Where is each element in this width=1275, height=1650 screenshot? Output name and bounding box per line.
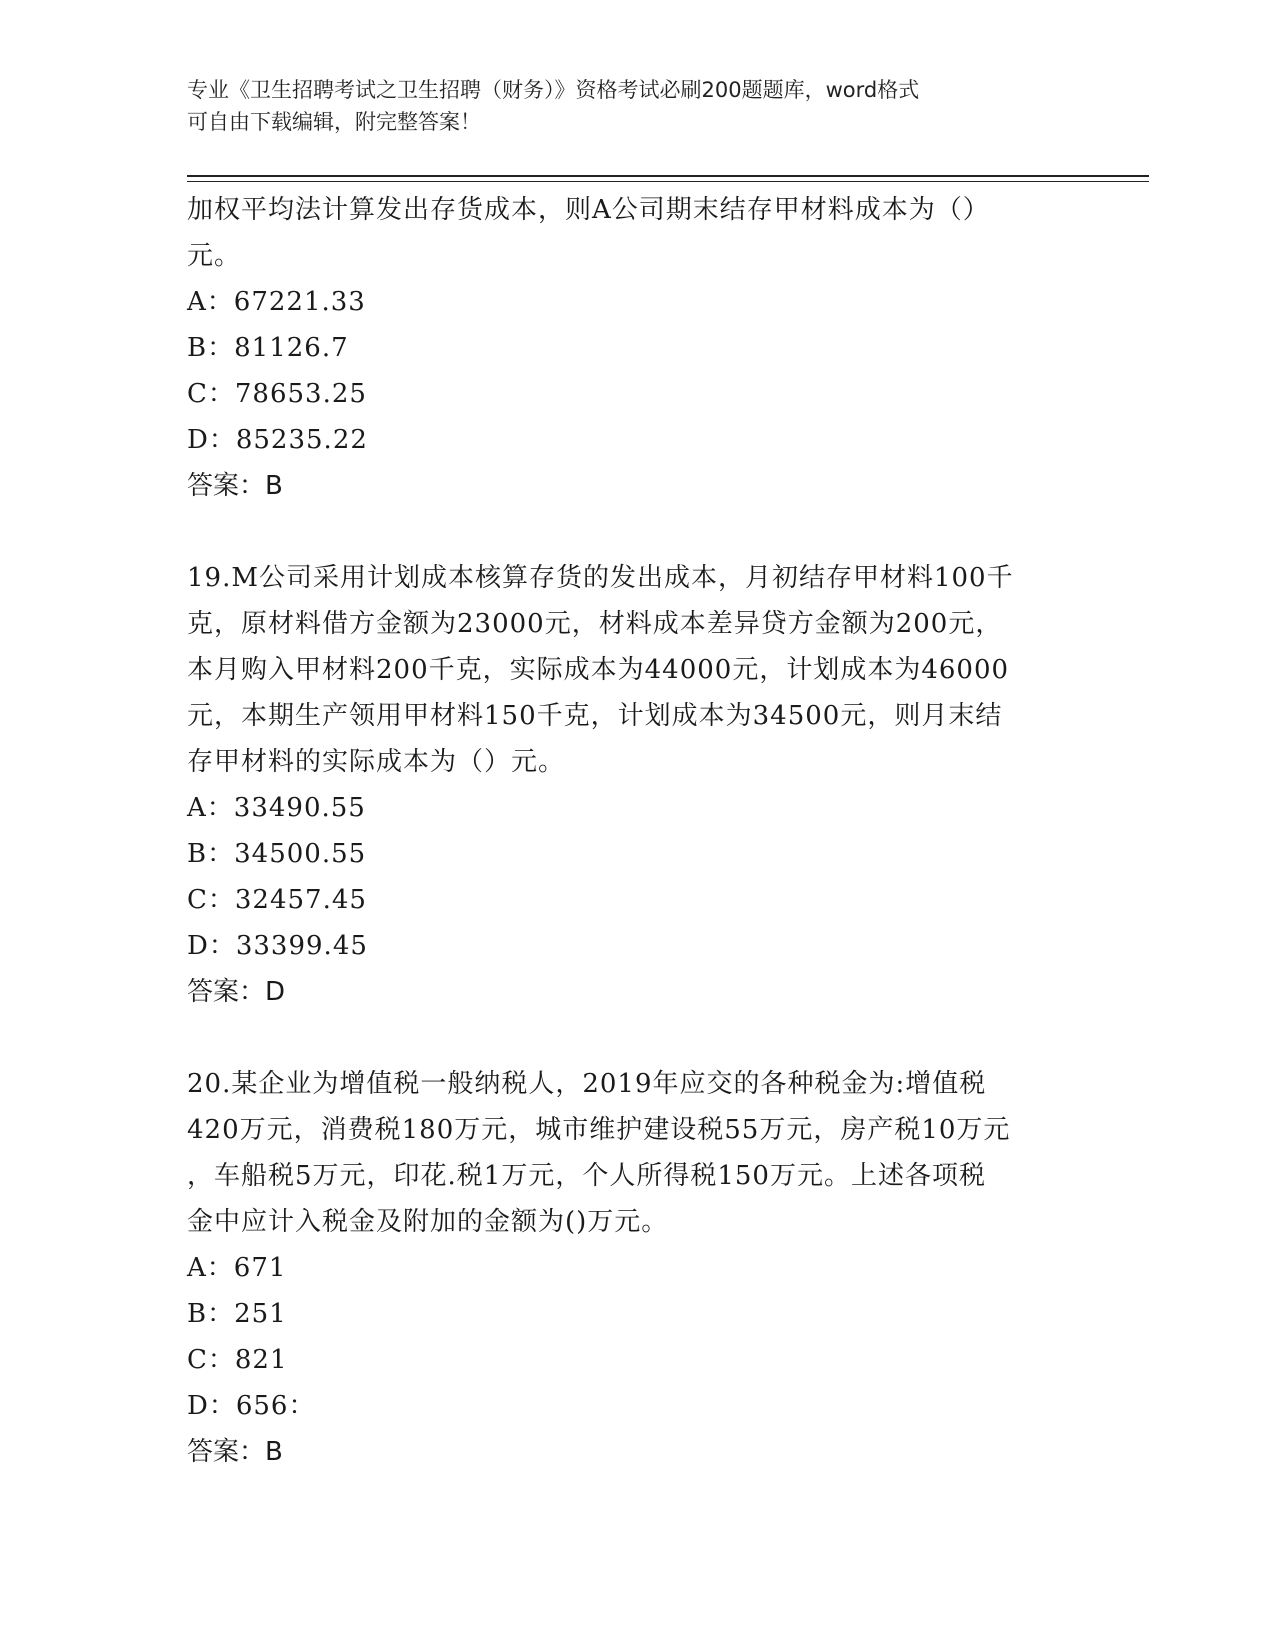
- question-text-line: 元。: [187, 241, 242, 271]
- question-list: [187, 187, 1087, 1475]
- document-header: [187, 74, 1087, 138]
- question-block: [187, 187, 1087, 509]
- option-b: B：251: [187, 1299, 287, 1329]
- header-title-line-2: 可自由下载编辑，附完整答案！: [187, 110, 481, 134]
- question-text-line: 存甲材料的实际成本为（）元。: [187, 747, 566, 777]
- option-d: D：656：: [187, 1391, 316, 1421]
- option-c: C：32457.45: [187, 885, 367, 915]
- answer-line: 答案：B: [187, 1437, 283, 1467]
- header-divider-thin: [187, 181, 1149, 182]
- question-text-line: 420万元，消费税180万元，城市维护建设税55万元，房产税10万元: [187, 1115, 1011, 1145]
- header-title-line-1: 专业《卫生招聘考试之卫生招聘（财务）》资格考试必刷200题题库，word格式: [187, 78, 920, 102]
- spacer: [187, 509, 1087, 555]
- question-block: [187, 555, 1087, 1015]
- question-text-line: 克，原材料借方金额为23000元，材料成本差异贷方金额为200元，: [187, 609, 1003, 639]
- header-divider-thick: [187, 175, 1149, 177]
- question-text-line: 加权平均法计算发出存货成本，则A公司期末结存甲材料成本为（）: [187, 195, 990, 225]
- option-b: B：81126.7: [187, 333, 349, 363]
- question-block: [187, 1061, 1087, 1475]
- answer-line: 答案：D: [187, 977, 286, 1007]
- spacer: [187, 1015, 1087, 1061]
- option-a: A：671: [187, 1253, 287, 1283]
- option-c: C：821: [187, 1345, 288, 1375]
- question-text-line: 19.M公司采用计划成本核算存货的发出成本，月初结存甲材料100千: [187, 563, 1014, 593]
- answer-line: 答案：B: [187, 471, 283, 501]
- option-c: C：78653.25: [187, 379, 367, 409]
- question-text-line: 元，本期生产领用甲材料150千克，计划成本为34500元，则月末结: [187, 701, 1003, 731]
- option-d: D：33399.45: [187, 931, 368, 961]
- option-a: A：67221.33: [187, 287, 366, 317]
- option-b: B：34500.55: [187, 839, 367, 869]
- question-text-line: 金中应计入税金及附加的金额为()万元。: [187, 1207, 669, 1237]
- option-a: A：33490.55: [187, 793, 366, 823]
- question-text-line: ，车船税5万元，印花.税1万元，个人所得税150万元。上述各项税: [187, 1161, 986, 1191]
- question-text-line: 20.某企业为增值税一般纳税人，2019年应交的各种税金为:增值税: [187, 1069, 987, 1099]
- question-text-line: 本月购入甲材料200千克，实际成本为44000元，计划成本为46000: [187, 655, 1010, 685]
- option-d: D：85235.22: [187, 425, 368, 455]
